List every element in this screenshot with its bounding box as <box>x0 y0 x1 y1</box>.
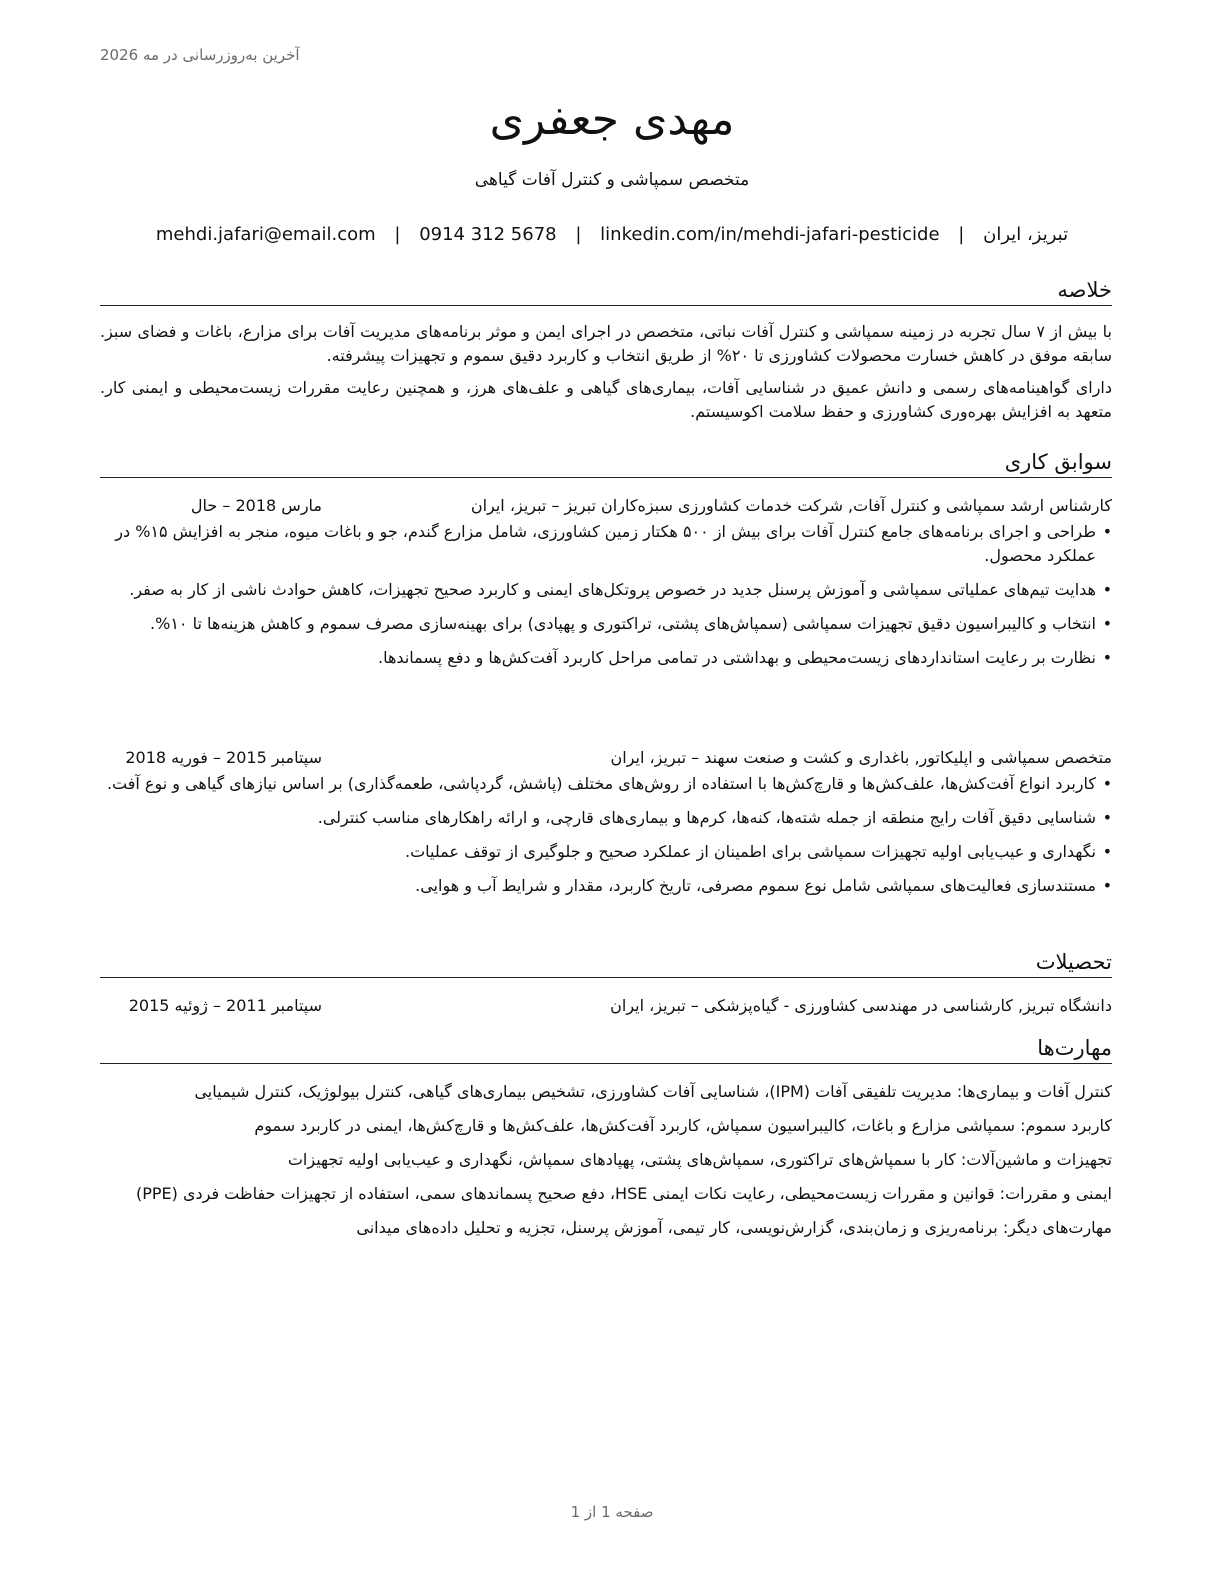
skills-section <box>100 1080 1112 1250</box>
contact-phone: 0914 312 5678 <box>419 224 557 245</box>
education-header <box>100 994 1112 1018</box>
bullet-text: نگهداری و عیب‌یابی اولیه تجهیزات سمپاشی برای اطمینان از عملکرد صحیح و جلوگیری از توقف عملیات. <box>405 842 1096 861</box>
list-item <box>100 840 1112 864</box>
bullet-icon: • <box>1102 842 1112 861</box>
bullet-text: کاربرد انواع آفت‌کش‌ها، علف‌کش‌ها و قارچ‌کش‌ها با استفاده از روش‌های مختلف (پاشش، گردپاشی، طعمه‌گذاری) بر اساس نیازهای گیاهی و نوع آفت. <box>106 774 1096 793</box>
contact-separator: | <box>394 224 401 245</box>
job-dates: مارس 2018 – حال <box>190 496 322 515</box>
job-bullets <box>100 520 1112 670</box>
bullet-text: طراحی و اجرای برنامه‌های جامع کنترل آفات برای بیش از ۵۰۰ هکتار زمین کشاورزی، شامل مزارع گندم، جو و باغات میوه، منجر به افزایش ۱۵% در عملکرد محصول. <box>115 522 1096 565</box>
bullet-text: شناسایی دقیق آفات رایج منطقه از جمله شته‌ها، کنه‌ها، کرم‌ها و بیماری‌های قارچی، و ارائه راهکارهای مناسب کنترلی. <box>317 808 1096 827</box>
last-updated-note: آخرین به‌روزرسانی در مه 2026 <box>100 46 300 64</box>
list-item <box>100 520 1112 568</box>
job-title: کارشناس ارشد سمپاشی و کنترل آفات, شرکت خدمات کشاورزی سبزه‌کاران تبریز – تبریز، ایران <box>470 496 1112 515</box>
bullet-text: نظارت بر رعایت استانداردهای زیست‌محیطی و بهداشتی در تمامی مراحل کاربرد آفت‌کش‌ها و دفع پسماندها. <box>378 648 1096 667</box>
contact-separator: | <box>958 224 965 245</box>
bullet-icon: • <box>1102 580 1112 599</box>
bullet-icon: • <box>1102 808 1112 827</box>
skill-line: ایمنی و مقررات: قوانین و مقررات زیست‌محیطی، رعایت نکات ایمنی HSE، دفع صحیح پسماندهای سمی، استفاده از تجهیزات حفاظت فردی (PPE) <box>135 1184 1112 1203</box>
bullet-icon: • <box>1102 774 1112 793</box>
section-heading-summary: خلاصه <box>100 276 1112 306</box>
job-entry <box>100 494 1112 680</box>
bullet-text: مستندسازی فعالیت‌های سمپاشی شامل نوع سموم مصرفی، تاریخ کاربرد، مقدار و شرایط آب و هوایی. <box>415 876 1096 895</box>
job-title: متخصص سمپاشی و اپلیکاتور, باغداری و کشت و صنعت سهند – تبریز، ایران <box>610 748 1112 767</box>
education-dates: سپتامبر 2011 – ژوئیه 2015 <box>128 996 322 1015</box>
list-item <box>100 578 1112 602</box>
page-number: صفحه 1 از 1 <box>570 1503 654 1521</box>
list-item <box>100 806 1112 830</box>
contact-email[interactable]: mehdi.jafari@email.com <box>155 224 376 245</box>
list-item <box>100 612 1112 636</box>
job-header <box>100 746 1112 770</box>
education-title: دانشگاه تبریز, کارشناسی در مهندسی کشاورزی - گیاه‌پزشکی – تبریز، ایران <box>610 996 1112 1015</box>
bullet-text: هدایت تیم‌های عملیاتی سمپاشی و آموزش پرسنل جدید در خصوص پروتکل‌های ایمنی و کاربرد صحیح تجهیزات، کاهش حوادث ناشی از کار به صفر. <box>129 580 1096 599</box>
summary-section <box>100 320 1112 432</box>
skill-line: کنترل آفات و بیماری‌ها: مدیریت تلفیقی آفات (IPM)، شناسایی آفات کشاورزی، تشخیص بیماری‌های گیاهی، کنترل بیولوژیک، کنترل شیمیایی <box>194 1082 1112 1101</box>
list-item <box>100 772 1112 796</box>
summary-paragraph: با بیش از ۷ سال تجربه در زمینه سمپاشی و کنترل آفات نباتی، متخصص در اجرای ایمن و موثر برنامه‌های مدیریت آفات برای مزارع، باغات و فضای سبز. سابقه موفق در کاهش خسارت محصولات کشاورزی تا ۲۰% از طریق انتخاب و کاربرد دقیق سموم و تجهیزات پیشرفته. <box>100 322 1113 365</box>
bullet-icon: • <box>1102 522 1112 541</box>
section-heading-education: تحصیلات <box>100 948 1112 978</box>
bullet-icon: • <box>1102 876 1112 895</box>
section-heading-skills: مهارت‌ها <box>100 1034 1112 1064</box>
job-header <box>100 494 1112 518</box>
bullet-icon: • <box>1102 614 1112 633</box>
job-entry <box>100 746 1112 908</box>
contact-location: تبریز، ایران <box>983 224 1069 245</box>
skill-line: کاربرد سموم: سمپاشی مزارع و باغات، کالیبراسیون سمپاش، کاربرد آفت‌کش‌ها، علف‌کش‌ها و قارچ‌کش‌ها، ایمنی در کاربرد سموم <box>254 1116 1112 1135</box>
skill-line: مهارت‌های دیگر: برنامه‌ریزی و زمان‌بندی، گزارش‌نویسی، کار تیمی، آموزش پرسنل، تجزیه و تحلیل داده‌های میدانی <box>356 1218 1112 1237</box>
bullet-icon: • <box>1102 648 1112 667</box>
education-entry <box>100 994 1112 1018</box>
section-heading-experience: سوابق کاری <box>100 448 1112 478</box>
contact-separator: | <box>575 224 582 245</box>
person-name: مهدی جعفری <box>489 94 735 145</box>
summary-paragraph: دارای گواهینامه‌های رسمی و دانش عمیق در شناسایی آفات، بیماری‌های گیاهی و علف‌های هرز، و همچنین رعایت مقررات زیست‌محیطی و ایمنی کار. متعهد به افزایش بهره‌وری کشاورزی و حفظ سلامت اکوسیستم. <box>100 378 1112 421</box>
job-dates: سپتامبر 2015 – فوریه 2018 <box>125 748 322 767</box>
skill-line: تجهیزات و ماشین‌آلات: کار با سمپاش‌های تراکتوری، سمپاش‌های پشتی، پهپادهای سمپاش، نگهداری و عیب‌یابی اولیه تجهیزات <box>287 1150 1112 1169</box>
contact-linkedin[interactable]: linkedin.com/in/mehdi-jafari-pesticide <box>600 224 940 245</box>
job-bullets <box>100 772 1112 898</box>
list-item <box>100 874 1112 898</box>
contact-line <box>0 224 1224 245</box>
bullet-text: انتخاب و کالیبراسیون دقیق تجهیزات سمپاشی (سمپاش‌های پشتی، تراکتوری و پهپادی) برای بهینه‌سازی مصرف سموم و کاهش هزینه‌ها تا ۱۰%. <box>150 614 1096 633</box>
professional-title: متخصص سمپاشی و کنترل آفات گیاهی <box>474 170 750 190</box>
list-item <box>100 646 1112 670</box>
